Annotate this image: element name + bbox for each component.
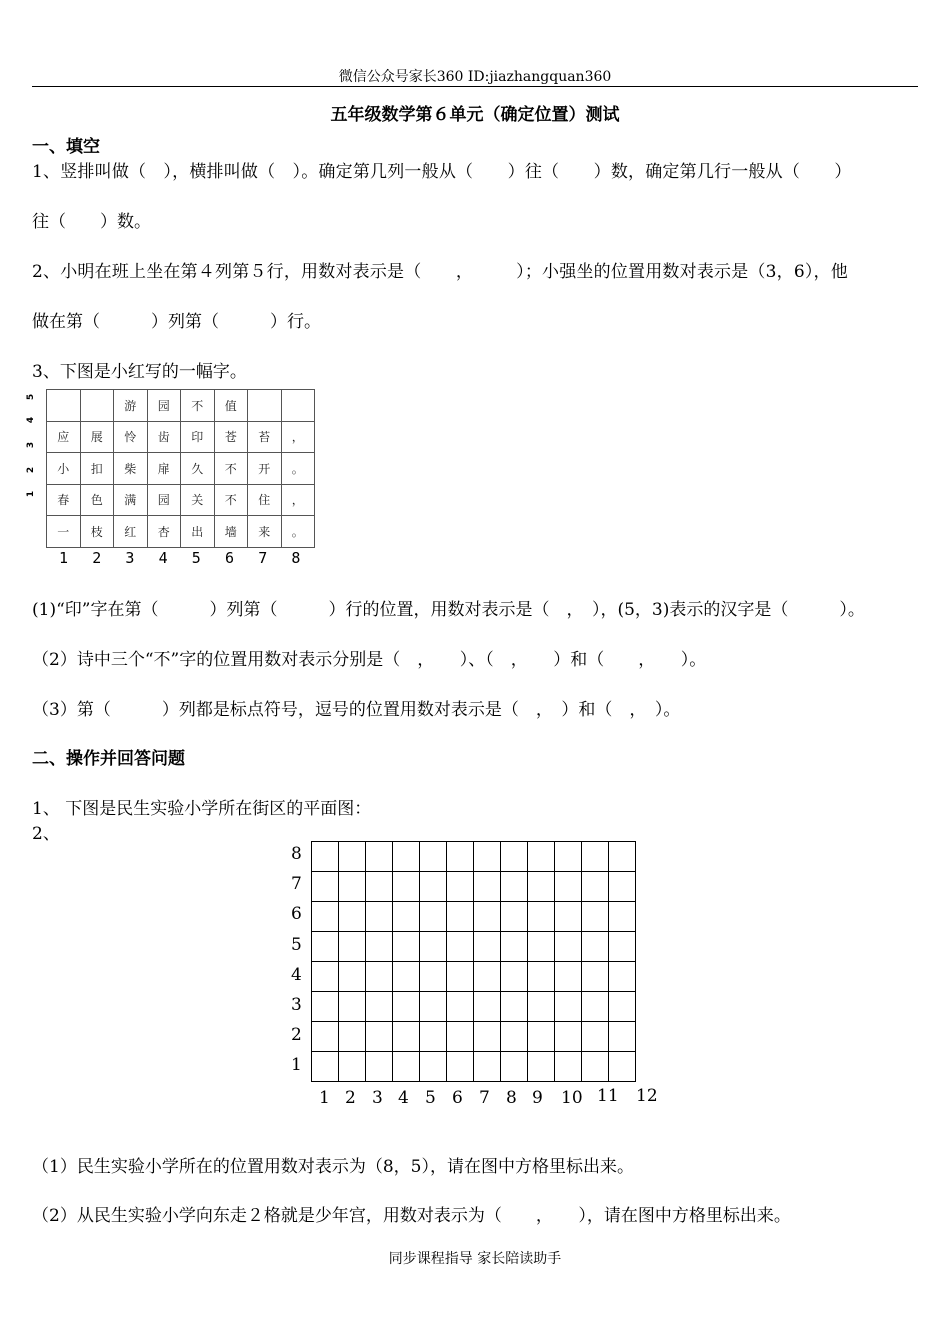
grid-row-label: 2 xyxy=(291,1025,302,1046)
grid-col-label: 5 xyxy=(425,1088,436,1108)
grid-cell[interactable] xyxy=(474,1052,501,1082)
grid-cell[interactable] xyxy=(312,1022,339,1052)
grid-cell[interactable] xyxy=(528,932,555,962)
grid-cell[interactable] xyxy=(555,1052,582,1082)
grid-col-label: 8 xyxy=(506,1088,517,1108)
grid-cell[interactable] xyxy=(366,902,393,932)
poem-cell: 出 xyxy=(181,516,215,548)
grid-cell[interactable] xyxy=(582,992,609,1022)
grid-cell[interactable] xyxy=(366,1022,393,1052)
grid-row-label: 4 xyxy=(291,964,302,985)
grid-cell[interactable] xyxy=(312,962,339,992)
grid-row-label: 8 xyxy=(291,844,302,864)
poem-cell: 一 xyxy=(47,516,81,548)
poem-cell: 齿 xyxy=(147,421,181,453)
grid-cell[interactable] xyxy=(420,872,447,902)
grid-cell[interactable] xyxy=(447,992,474,1022)
grid-cell[interactable] xyxy=(339,1022,366,1052)
poem-cell: 来 xyxy=(248,516,282,548)
poem-cell: 。 xyxy=(281,516,315,548)
poem-cell: 满 xyxy=(114,484,148,516)
poem-row-label: 1 xyxy=(26,490,37,498)
poem-cell: 住 xyxy=(248,484,282,516)
poem-cell: 开 xyxy=(248,453,282,485)
grid-col-label: 3 xyxy=(372,1088,383,1108)
grid-col-label: 6 xyxy=(452,1088,463,1108)
grid-cell[interactable] xyxy=(609,992,636,1022)
grid-cell[interactable] xyxy=(393,872,420,902)
poem-cell: 关 xyxy=(181,484,215,516)
grid-cell[interactable] xyxy=(528,992,555,1022)
grid-cell[interactable] xyxy=(339,1052,366,1082)
poem-cell: 久 xyxy=(181,453,215,485)
poem-grid xyxy=(46,389,316,549)
grid-cell[interactable] xyxy=(555,932,582,962)
poem-cell: 园 xyxy=(147,390,181,422)
q2-line2: 做在第（ ）列第（ ）行。 xyxy=(32,312,321,332)
grid-cell[interactable] xyxy=(582,1052,609,1082)
poem-row-label: 3 xyxy=(26,441,37,449)
grid-cell[interactable] xyxy=(420,1052,447,1082)
grid-cell[interactable] xyxy=(339,932,366,962)
grid-cell[interactable] xyxy=(312,842,339,872)
grid-row-label: 1 xyxy=(291,1055,302,1076)
grid-cell[interactable] xyxy=(366,872,393,902)
poem-cell xyxy=(281,390,315,422)
grid-row-label: 6 xyxy=(291,904,302,925)
poem-cell: 柴 xyxy=(114,453,148,485)
grid-cell[interactable] xyxy=(555,962,582,992)
poem-cell: 春 xyxy=(47,484,81,516)
grid-cell[interactable] xyxy=(312,872,339,902)
poem-cell: 不 xyxy=(214,453,248,485)
grid-cell[interactable] xyxy=(366,962,393,992)
grid-row-label: 7 xyxy=(291,874,302,895)
grid-cell[interactable] xyxy=(420,962,447,992)
grid-cell[interactable] xyxy=(555,1022,582,1052)
grid-col-label: 11 xyxy=(597,1086,619,1106)
grid-cell[interactable] xyxy=(393,1052,420,1082)
poem-cell: 展 xyxy=(80,421,114,453)
grid-cell[interactable] xyxy=(339,992,366,1022)
poem-cell: ， xyxy=(281,484,315,516)
grid-cell[interactable] xyxy=(393,992,420,1022)
poem-row-label: 5 xyxy=(26,393,37,401)
coordinate-grid xyxy=(311,841,636,1082)
grid-cell[interactable] xyxy=(501,902,528,932)
grid-cell[interactable] xyxy=(447,962,474,992)
grid-cell[interactable] xyxy=(528,1052,555,1082)
header-rule xyxy=(32,86,918,87)
grid-cell[interactable] xyxy=(393,932,420,962)
grid-cell[interactable] xyxy=(609,962,636,992)
grid-cell[interactable] xyxy=(501,1052,528,1082)
grid-cell[interactable] xyxy=(339,842,366,872)
grid-cell[interactable] xyxy=(366,1052,393,1082)
grid-cell[interactable] xyxy=(339,962,366,992)
poem-row-label: 2 xyxy=(26,466,37,474)
grid-cell[interactable] xyxy=(528,962,555,992)
grid-cell[interactable] xyxy=(501,962,528,992)
poem-cell: 苍 xyxy=(214,421,248,453)
poem-col-label: 8 xyxy=(291,549,301,567)
grid-cell[interactable] xyxy=(312,932,339,962)
grid-cell[interactable] xyxy=(609,1052,636,1082)
grid-cell[interactable] xyxy=(609,902,636,932)
grid-cell[interactable] xyxy=(582,932,609,962)
poem-cell xyxy=(248,390,282,422)
grid-cell[interactable] xyxy=(582,872,609,902)
grid-cell[interactable] xyxy=(447,1052,474,1082)
grid-cell[interactable] xyxy=(582,1022,609,1052)
poem-cell: 怜 xyxy=(114,421,148,453)
q3-3: （3）第（ ）列都是标点符号，逗号的位置用数对表示是（ ， ）和（ ， ）。 xyxy=(32,700,681,720)
grid-cell[interactable] xyxy=(420,1022,447,1052)
poem-col-label: 1 xyxy=(59,549,69,567)
s2-q1: 1、 下图是民生实验小学所在街区的平面图： xyxy=(32,799,372,819)
grid-col-label: 4 xyxy=(398,1088,409,1108)
grid-cell[interactable] xyxy=(474,872,501,902)
poem-cell: 小 xyxy=(47,453,81,485)
grid-col-label: 10 xyxy=(561,1088,583,1108)
poem-cell: 墙 xyxy=(214,516,248,548)
grid-cell[interactable] xyxy=(393,842,420,872)
s2-sub2: （2）从民生实验小学向东走２格就是少年宫，用数对表示为（ ， ），请在图中方格里标出来。 xyxy=(32,1206,791,1226)
grid-cell[interactable] xyxy=(501,842,528,872)
poem-cell: ， xyxy=(281,421,315,453)
page-footer: 同步课程指导 家长陪读助手 xyxy=(388,1251,562,1267)
grid-cell[interactable] xyxy=(366,842,393,872)
poem-col-label: 5 xyxy=(191,549,201,567)
poem-row-label: 4 xyxy=(26,416,37,424)
poem-cell: 扣 xyxy=(80,453,114,485)
poem-cell: 。 xyxy=(281,453,315,485)
grid-cell[interactable] xyxy=(366,932,393,962)
grid-cell[interactable] xyxy=(555,902,582,932)
grid-cell[interactable] xyxy=(609,872,636,902)
grid-cell[interactable] xyxy=(339,872,366,902)
grid-cell[interactable] xyxy=(420,902,447,932)
grid-cell[interactable] xyxy=(501,1022,528,1052)
grid-cell[interactable] xyxy=(474,902,501,932)
grid-cell[interactable] xyxy=(501,992,528,1022)
grid-cell[interactable] xyxy=(528,1022,555,1052)
q2-line1: 2、小明在班上坐在第４列第５行，用数对表示是（ ， ）；小强坐的位置用数对表示是（3，6），他 xyxy=(32,262,848,282)
q3-text: 3、下图是小红写的一幅字。 xyxy=(32,362,247,382)
grid-cell[interactable] xyxy=(447,1022,474,1052)
grid-cell[interactable] xyxy=(609,932,636,962)
s2-q2: 2、 xyxy=(32,824,60,844)
grid-col-label: 12 xyxy=(636,1086,658,1106)
grid-col-label: 2 xyxy=(345,1088,356,1108)
grid-cell[interactable] xyxy=(582,902,609,932)
poem-col-label: 2 xyxy=(92,549,102,567)
grid-cell[interactable] xyxy=(447,842,474,872)
grid-col-label: 7 xyxy=(479,1088,490,1108)
grid-cell[interactable] xyxy=(474,962,501,992)
grid-cell[interactable] xyxy=(555,992,582,1022)
poem-cell: 游 xyxy=(114,390,148,422)
poem-cell: 不 xyxy=(214,484,248,516)
grid-cell[interactable] xyxy=(501,932,528,962)
poem-col-label: 4 xyxy=(158,549,168,567)
grid-cell[interactable] xyxy=(555,842,582,872)
grid-cell[interactable] xyxy=(528,902,555,932)
grid-row-label: 5 xyxy=(291,934,302,955)
grid-cell[interactable] xyxy=(582,842,609,872)
grid-cell[interactable] xyxy=(447,932,474,962)
grid-col-label: 9 xyxy=(532,1088,543,1108)
poem-col-label: 3 xyxy=(125,549,135,567)
poem-cell: 苔 xyxy=(248,421,282,453)
grid-row-label: 3 xyxy=(291,995,302,1015)
q3-2: （2）诗中三个“不”字的位置用数对表示分别是（ ， ）、（ ， ）和（ ， ）。 xyxy=(32,650,707,670)
poem-cell: 扉 xyxy=(147,453,181,485)
grid-cell[interactable] xyxy=(420,932,447,962)
q1-line1: 1、竖排叫做（ ），横排叫做（ ）。确定第几列一般从（ ）往（ ）数，确定第几行一般从（ ） xyxy=(32,162,852,182)
grid-cell[interactable] xyxy=(312,992,339,1022)
page-header: 微信公众号家长360 ID:jiazhangquan360 xyxy=(338,69,612,85)
poem-cell: 枝 xyxy=(80,516,114,548)
grid-cell[interactable] xyxy=(474,842,501,872)
grid-cell[interactable] xyxy=(474,932,501,962)
s2-sub1: （1）民生实验小学所在的位置用数对表示为（8，5），请在图中方格里标出来。 xyxy=(32,1157,634,1177)
grid-cell[interactable] xyxy=(339,902,366,932)
poem-cell: 红 xyxy=(114,516,148,548)
grid-cell[interactable] xyxy=(555,872,582,902)
poem-cell: 应 xyxy=(47,421,81,453)
grid-cell[interactable] xyxy=(312,1052,339,1082)
poem-cell: 印 xyxy=(181,421,215,453)
grid-cell[interactable] xyxy=(528,842,555,872)
poem-cell: 色 xyxy=(80,484,114,516)
q3-1: (1)“印”字在第（ ）列第（ ）行的位置，用数对表示是（ ， ），(5，3)表示的汉字是（ ）。 xyxy=(32,600,865,620)
grid-cell[interactable] xyxy=(366,992,393,1022)
grid-cell[interactable] xyxy=(447,872,474,902)
page-title: 五年级数学第６单元（确定位置）测试 xyxy=(330,105,620,125)
poem-cell: 值 xyxy=(214,390,248,422)
poem-cell xyxy=(47,390,81,422)
grid-col-label: 1 xyxy=(319,1088,330,1108)
grid-cell[interactable] xyxy=(582,962,609,992)
poem-col-label: 7 xyxy=(258,549,268,567)
grid-cell[interactable] xyxy=(393,1022,420,1052)
grid-cell[interactable] xyxy=(609,1022,636,1052)
grid-cell[interactable] xyxy=(501,872,528,902)
poem-cell: 杏 xyxy=(147,516,181,548)
poem-cell xyxy=(80,390,114,422)
poem-col-label: 6 xyxy=(225,549,235,567)
grid-cell[interactable] xyxy=(420,992,447,1022)
grid-cell[interactable] xyxy=(474,1022,501,1052)
q1-line2: 往（ ）数。 xyxy=(32,212,151,232)
section2-heading: 二、操作并回答问题 xyxy=(32,749,185,769)
section1-heading: 一、填空 xyxy=(32,137,100,157)
grid-cell[interactable] xyxy=(393,962,420,992)
grid-cell[interactable] xyxy=(420,842,447,872)
grid-cell[interactable] xyxy=(312,902,339,932)
grid-cell[interactable] xyxy=(447,902,474,932)
poem-cell: 园 xyxy=(147,484,181,516)
grid-cell[interactable] xyxy=(609,842,636,872)
grid-cell[interactable] xyxy=(393,902,420,932)
grid-cell[interactable] xyxy=(528,872,555,902)
grid-cell[interactable] xyxy=(474,992,501,1022)
poem-cell: 不 xyxy=(181,390,215,422)
